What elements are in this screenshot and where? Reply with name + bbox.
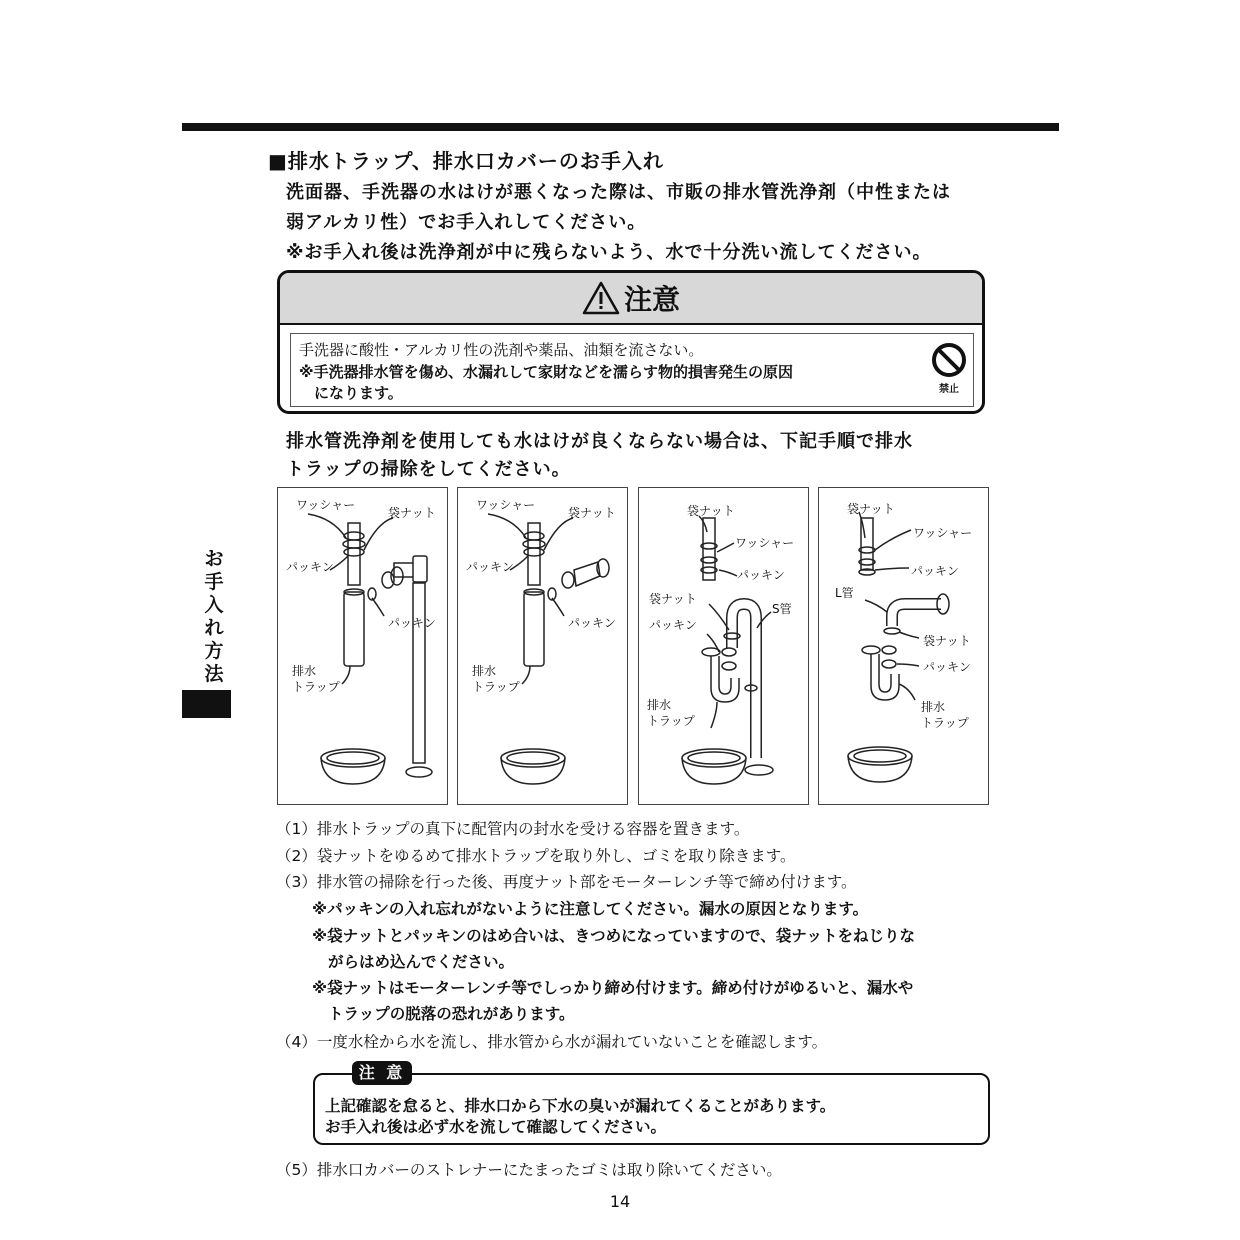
step-3-note-3: ※袋ナットはモーターレンチ等でしっかり締め付けます。締め付けがゆるいと、漏水や [312, 979, 914, 997]
diagram-panel-3 [638, 487, 809, 805]
small-caution-tag: 注 意 [352, 1061, 412, 1085]
step-4: （4）一度水栓から水を流し、排水管から水が漏れていないことを確認します。 [276, 1033, 828, 1051]
label-packing: パッキン [737, 568, 785, 582]
label-s-pipe: S管 [772, 602, 792, 616]
step-3-note-2: ※袋ナットとパッキンのはめ合いは、きつめになっていますので、袋ナットをねじりな [312, 927, 915, 945]
label-packing: パッキン [388, 616, 436, 630]
side-tab-label [200, 548, 228, 686]
diagram-panel-4 [818, 487, 989, 805]
label-trap-1: 排水 [472, 664, 497, 678]
label-bag-nut: 袋ナット [388, 506, 436, 520]
caution-title: 注意 [623, 283, 680, 316]
after-caution-line-1: 排水管洗浄剤を使用しても水はけが良くならない場合は、下記手順で排水 [286, 431, 913, 452]
side-tab-char: 入 [204, 594, 224, 616]
label-trap-1: 排水 [292, 664, 317, 678]
label-trap-2: トラップ [292, 680, 340, 694]
intro-line-2: 弱アルカリ性）でお手入れしてください。 [286, 212, 647, 233]
label-l-pipe: L管 [835, 586, 854, 600]
step-3-note-1: ※パッキンの入れ忘れがないように注意してください。漏水の原因となります。 [312, 900, 869, 918]
caution-line-1: 手洗器に酸性・アルカリ性の洗剤や薬品、油類を流さない。 [299, 341, 704, 359]
after-caution-line-2: トラップの掃除をしてください。 [286, 459, 571, 480]
label-packing: パッキン [466, 560, 514, 574]
caution-header [280, 273, 982, 325]
side-tab-char: 法 [204, 663, 224, 685]
label-packing: パッキン [911, 564, 959, 578]
caution-box [277, 270, 985, 414]
side-tab-char: 方 [204, 640, 224, 662]
small-caution-line-1: 上記確認を怠ると、排水口から下水の臭いが漏れてくることがあります。 [325, 1097, 836, 1115]
label-bag-nut: 袋ナット [923, 634, 971, 648]
label-bag-nut: 袋ナット [687, 504, 735, 518]
label-packing: パッキン [286, 560, 334, 574]
step-3: （3）排水管の掃除を行った後、再度ナット部をモーターレンチ等で締め付けます。 [276, 873, 857, 891]
label-washer: ワッシャー [913, 526, 973, 540]
side-tab-marker [182, 690, 231, 718]
label-trap-2: トラップ [647, 714, 695, 728]
step-5: （5）排水口カバーのストレナーにたまったゴミは取り除いてください。 [276, 1161, 782, 1179]
top-rule [182, 123, 1059, 131]
label-trap-1: 排水 [647, 698, 672, 712]
prohibited-icon [929, 342, 969, 382]
label-washer: ワッシャー [296, 498, 356, 512]
intro-note: ※お手入れ後は洗浄剤が中に残らないよう、水で十分洗い流してください。 [286, 242, 932, 263]
step-1: （1）排水トラップの真下に配管内の封水を受ける容器を置きます。 [276, 820, 750, 838]
label-trap-2: トラップ [472, 680, 520, 694]
diagram-panel-2 [457, 487, 628, 805]
label-washer: ワッシャー [476, 498, 536, 512]
side-tab-char: 手 [204, 571, 224, 593]
intro-line-1: 洗面器、手洗器の水はけが悪くなった際は、市販の排水管洗浄剤（中性または [286, 182, 951, 203]
label-bag-nut: 袋ナット [568, 506, 616, 520]
prohibit-label: 禁止 [939, 384, 959, 395]
label-trap-1: 排水 [921, 700, 946, 714]
label-packing: パッキン [649, 618, 697, 632]
caution-line-3: になります。 [299, 384, 403, 402]
trap-removal-illustration-2 [458, 488, 628, 805]
section-heading: ■排水トラップ、排水口カバーのお手入れ [268, 149, 664, 173]
page-number: 14 [609, 1192, 631, 1211]
label-bag-nut: 袋ナット [847, 502, 895, 516]
prohibit-mark [929, 342, 969, 395]
step-3-note-2-cont: がらはめ込んでください。 [328, 953, 515, 971]
step-2: （2）袋ナットをゆるめて排水トラップを取り外し、ゴミを取り除きます。 [276, 847, 796, 865]
step-3-note-3-cont: トラップの脱落の恐れがあります。 [328, 1005, 575, 1023]
side-tab-char: れ [204, 617, 224, 639]
label-washer: ワッシャー [735, 536, 795, 550]
label-bag-nut: 袋ナット [649, 592, 697, 606]
caution-body [290, 333, 974, 407]
small-caution-line-2: お手入れ後は必ず水を流して確認してください。 [325, 1118, 667, 1136]
side-tab-char: お [204, 548, 224, 570]
label-packing: パッキン [923, 660, 971, 674]
label-packing: パッキン [568, 616, 616, 630]
label-trap-2: トラップ [921, 716, 969, 730]
warning-triangle-icon [582, 281, 620, 315]
trap-removal-illustration-1 [278, 488, 448, 805]
caution-line-2: ※手洗器排水管を傷め、水漏れして家財などを濡らす物的損害発生の原因 [299, 363, 793, 381]
diagram-panel-1 [277, 487, 448, 805]
